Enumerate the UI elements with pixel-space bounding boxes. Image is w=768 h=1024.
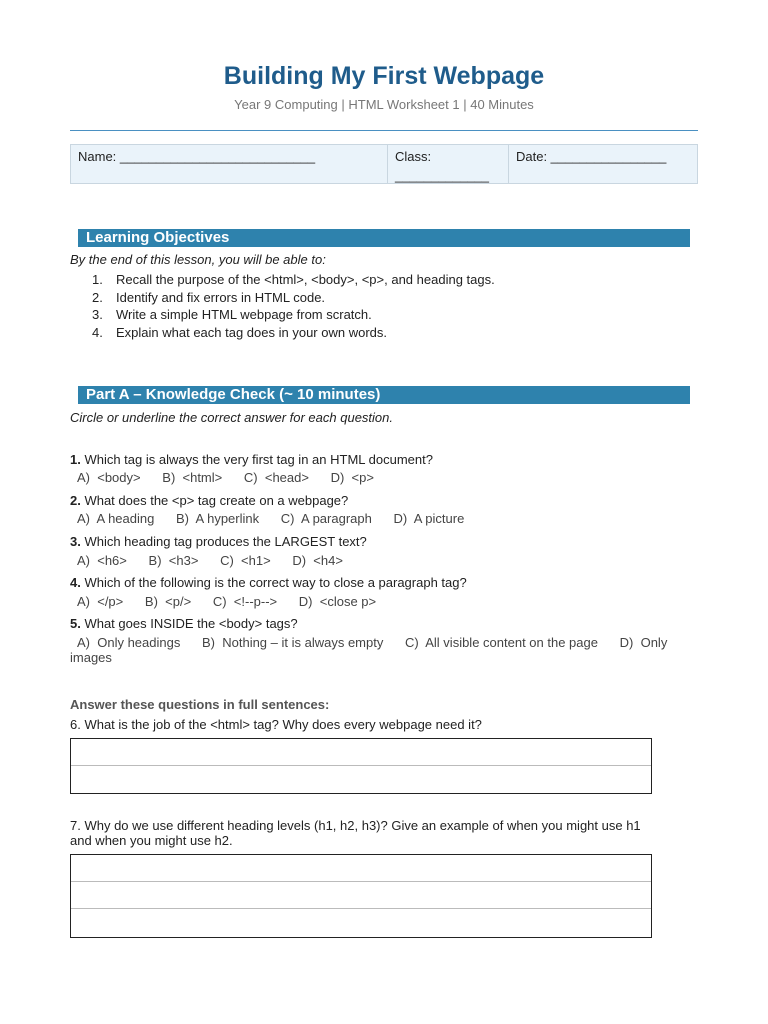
answer-box-6[interactable] [70,738,652,794]
question-text: What goes INSIDE the <body> tags? [80,616,298,631]
question-5 [70,616,298,631]
question-5-options-wrap[interactable]: images [70,650,112,665]
question-number: 3. [70,534,81,549]
worksheet-subtitle: Year 9 Computing | HTML Worksheet 1 | 40 Minutes [234,97,534,112]
name-field[interactable]: Name: ___________________________ [78,149,316,164]
answer-box-7[interactable] [70,854,652,938]
part-a-instruction: Circle or underline the correct answer for each question. [70,410,393,425]
question-3-options[interactable]: A) <h6> B) <h3> C) <h1> D) <h4> [77,553,343,568]
answer-line[interactable] [71,909,651,936]
question-1 [70,452,433,467]
question-text: What does the <p> tag create on a webpage? [80,493,349,508]
written-section-heading: Answer these questions in full sentences: [70,697,330,712]
question-5-options[interactable]: A) Only headings B) Nothing – it is always empty C) All visible content on the page D) Only [77,635,668,650]
question-4 [70,575,467,590]
objective-text: Explain what each tag does in your own words. [116,325,387,340]
question-4-options[interactable]: A) </p> B) <p/> C) <!--p--> D) <close p> [77,594,377,609]
question-number: 1. [70,452,81,467]
question-text: Which of the following is the correct way to close a paragraph tag? [80,575,467,590]
objective-number: 2. [92,290,103,305]
question-text: Which tag is always the very first tag in an HTML document? [80,452,433,467]
objective-text: Identify and fix errors in HTML code. [116,290,326,305]
class-label: Class: [395,149,432,164]
answer-line[interactable] [71,766,651,793]
answer-line[interactable] [71,739,651,766]
question-3 [70,534,367,549]
question-number: 5. [70,616,81,631]
question-1-options[interactable]: A) <body> B) <html> C) <head> D) <p> [77,470,374,485]
question-7-line-2: and when you might use h2. [70,833,233,848]
class-line: _____________ [395,168,489,183]
class-field[interactable] [388,145,508,183]
objectives-heading: Learning Objectives [78,229,690,247]
question-number: 4. [70,575,81,590]
question-7-line-1: 7. Why do we use different heading levels (h1, h2, h3)? Give an example of when you might use h1 [70,818,641,833]
worksheet-title: Building My First Webpage [223,62,545,90]
question-text: Which heading tag produces the LARGEST text? [80,534,367,549]
header-divider [70,130,698,131]
question-6: 6. What is the job of the <html> tag? Why does every webpage need it? [70,717,482,732]
answer-line[interactable] [71,855,651,882]
part-a-heading: Part A – Knowledge Check (~ 10 minutes) [78,386,690,404]
objective-text: Write a simple HTML webpage from scratch. [116,307,372,322]
student-info-box [70,144,698,184]
objective-text: Recall the purpose of the <html>, <body>, <p>, and heading tags. [116,272,495,287]
objectives-intro: By the end of this lesson, you will be able to: [70,252,326,267]
objective-number: 4. [92,325,103,340]
question-2-options[interactable]: A) A heading B) A hyperlink C) A paragraph D) A picture [77,511,465,526]
question-2 [70,493,348,508]
date-field[interactable]: Date: ________________ [516,149,667,164]
objective-number: 1. [92,272,103,287]
answer-line[interactable] [71,882,651,909]
question-number: 2. [70,493,81,508]
objective-number: 3. [92,307,103,322]
